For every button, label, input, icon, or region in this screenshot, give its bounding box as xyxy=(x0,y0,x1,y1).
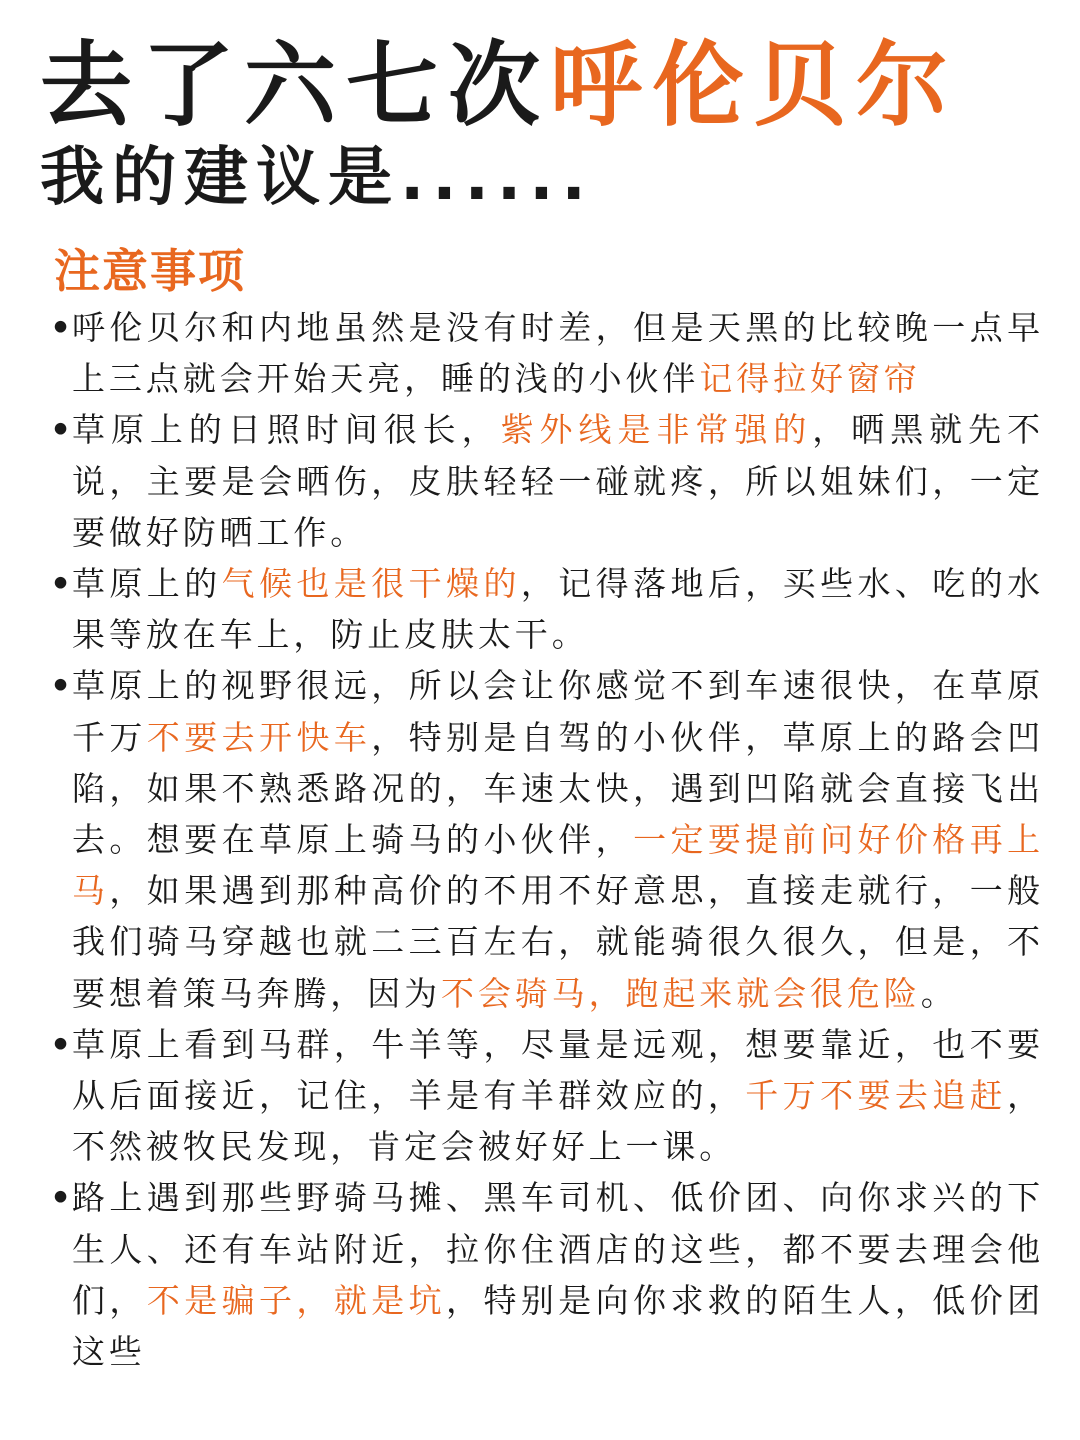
tip-text: 草原上的视野很远，所以会让你感觉不到车速很快，在草原千万 xyxy=(72,666,1044,757)
tip-item xyxy=(40,1019,1044,1173)
tip-item xyxy=(40,1172,1044,1377)
title-orange-part: 呼伦贝尔 xyxy=(550,32,959,139)
bullet-icon: • xyxy=(50,410,75,450)
page-subtitle: 我的建议是...... xyxy=(40,141,594,215)
tip-text: 。 xyxy=(920,973,958,1013)
tip-item xyxy=(40,302,1044,404)
tip-text: ，如果遇到那种高价的不用不好意思，直接走就行，一般我们骑马穿越也就二三百左右，就能骑很久很久，但是，不要想着策马奔腾，因为 xyxy=(72,871,1044,1013)
title-black-part: 去了六七次 xyxy=(40,32,551,139)
tip-text: ，不然被牧民发现，肯定会被好好上一课。 xyxy=(72,1076,1044,1167)
tip-text: ，晒黑就先不说，主要是会晒伤，皮肤轻轻一碰就疼，所以姐妹们，一定要做好防晒工作。 xyxy=(72,410,1045,552)
tip-item xyxy=(40,404,1044,558)
tip-text: 草原上的日照时间很长， xyxy=(72,410,501,450)
tip-text: 草原上看到马群，牛羊等，尽量是远观，想要靠近，也不要从后面接近，记住，羊是有羊群效应的， xyxy=(72,1024,1044,1116)
bullet-icon: • xyxy=(50,666,75,706)
tip-highlight: 气候也是很干燥的 xyxy=(221,564,521,604)
tip-item xyxy=(40,558,1044,660)
tip-text: ，特别是向你求救的陌生人，低价团这些 xyxy=(72,1280,1044,1372)
tip-highlight: 紫外线是非常强的 xyxy=(500,410,813,450)
tip-text: 草原上的 xyxy=(72,564,222,604)
tips-list xyxy=(40,302,1044,1377)
bullet-icon: • xyxy=(50,308,75,347)
tip-text: 呼伦贝尔和内地虽然是没有时差，但是天黑的比较晚一点早上三点就会开始天亮，睡的浅的小伙伴 xyxy=(72,308,1044,399)
tip-item xyxy=(40,660,1044,1018)
tip-highlight: 不要去开快车 xyxy=(146,717,372,757)
tip-highlight: 千万不要去追赶 xyxy=(745,1076,1008,1116)
tip-text: ，特别是自驾的小伙伴，草原上的路会凹陷，如果不熟悉路况的，车速太快，遇到凹陷就会直接飞出去。想要在草原上骑马的小伙伴， xyxy=(72,717,1044,860)
tip-highlight: 不是骗子，就是坑 xyxy=(146,1280,447,1320)
tip-highlight: 记得拉好窗帘 xyxy=(699,359,921,399)
tip-highlight: 不会骑马，跑起来就会很危险 xyxy=(441,973,921,1013)
bullet-icon: • xyxy=(50,1024,75,1064)
bullet-icon: • xyxy=(50,1178,75,1218)
bullet-icon: • xyxy=(50,564,75,604)
section-heading: 注意事项 xyxy=(54,244,246,298)
tip-text: 路上遇到那些野骑马摊、黑车司机、低价团、向你求兴的下生人、还有车站附近，拉你住酒店的这些，都不要去理会他们， xyxy=(72,1178,1044,1320)
tip-highlight: 一定要提前问好价格再上马 xyxy=(72,820,1045,911)
page-title xyxy=(40,34,1044,138)
tip-text: ，记得落地后，买些水、吃的水果等放在车上，防止皮肤太干。 xyxy=(72,564,1045,655)
